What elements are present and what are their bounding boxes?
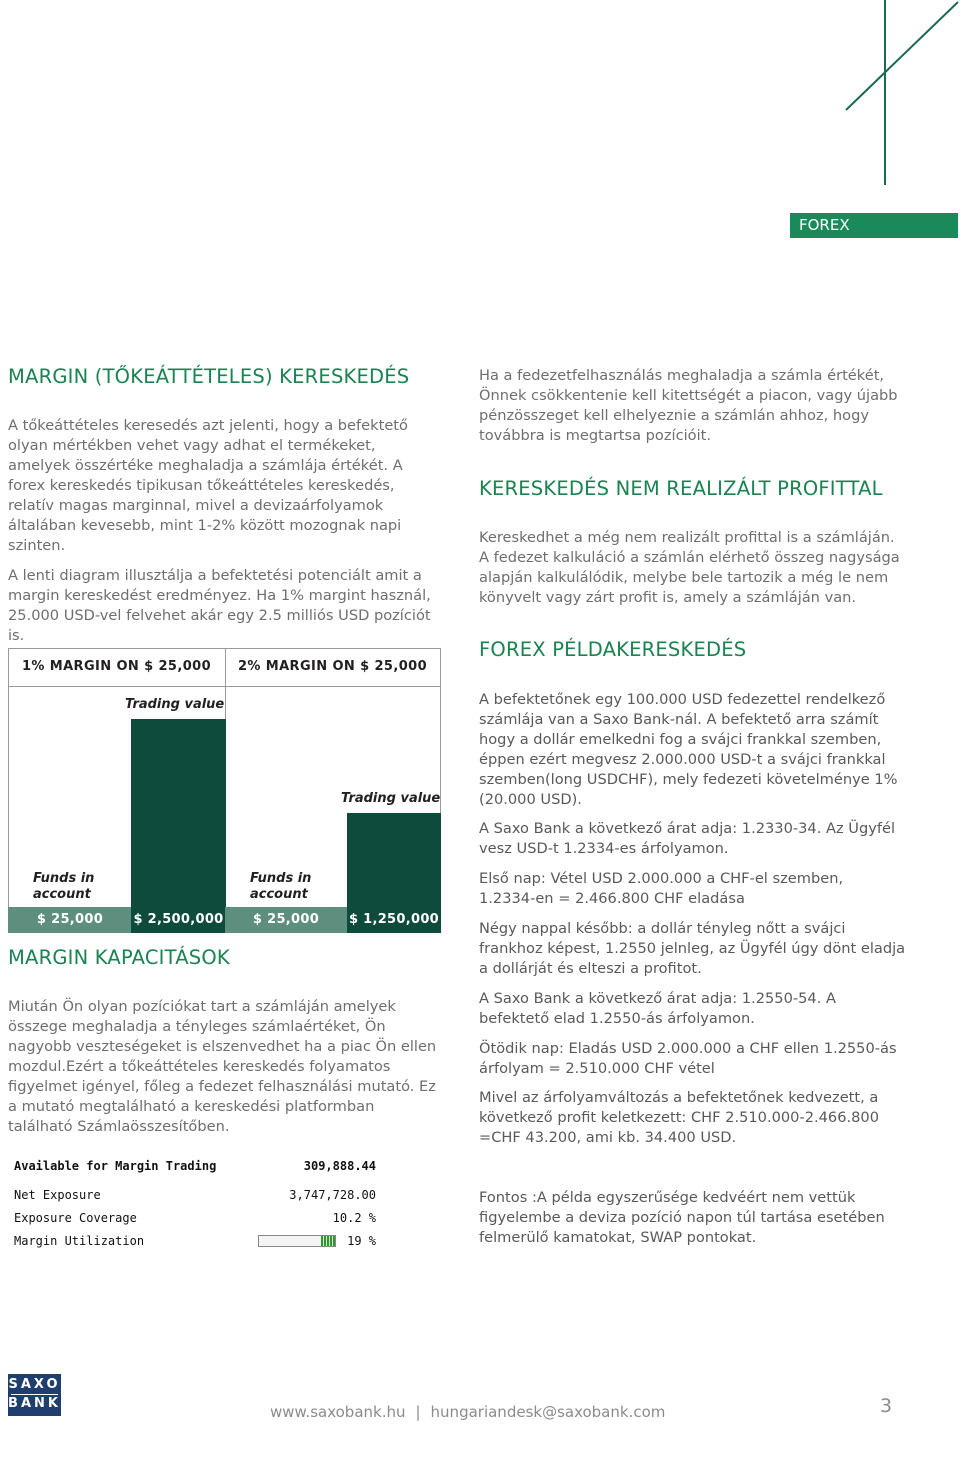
footer-separator: | [415,1403,421,1421]
paragraph-example-day5: Ötödik nap: Eladás USD 2.000.000 a CHF ellen 1.2550-ás árfolyam = 2.510.000 CHF vétel [479,1040,897,1077]
value-trading-2pct: $ 1,250,000 [347,907,441,933]
label-trading-value-1pct: Trading value [125,697,225,712]
page-number: 3 [880,1395,893,1417]
heading-margin-trading: MARGIN (TŐKEÁTTÉTELES) KERESKEDÉS [8,365,410,388]
logo-text-line1: SAXO [8,1377,61,1392]
footer-contact [270,1403,665,1421]
label-funds-line1: Funds in [250,871,312,886]
row-label: Available for Margin Trading [14,1159,217,1173]
value-funds-2pct: $ 25,000 [225,907,347,933]
row-value: 10.2 % [332,1211,376,1225]
paragraph-example-profit: Mivel az árfolyamváltozás a befektetőnek kedvezett, a következő profit keletkezett: CHF 2.510.000-2.466.800 =CHF 43.200, ami kb. 34.400 USD. [479,1089,879,1146]
label-funds-line1: Funds in [33,871,95,886]
table-row [14,1157,376,1175]
row-label: Margin Utilization [14,1234,145,1248]
website-link[interactable]: www.saxobank.hu [270,1403,406,1421]
paragraph-example-day1: Első nap: Vétel USD 2.000.000 a CHF-el szemben, 1.2334-en = 2.466.800 CHF eladása [479,870,844,907]
row-value: 309,888.44 [303,1159,376,1173]
email-link[interactable]: hungariandesk@saxobank.com [430,1403,666,1421]
paragraph-example-quote-2: A Saxo Bank a következő árat adja: 1.2550-54. A befektető elad 1.2550-ás árfolyamon. [479,990,836,1027]
margin-utilization-bar [258,1235,336,1247]
heading-unrealized-profit: KERESKEDÉS NEM REALIZÁLT PROFITTAL [479,477,883,500]
paragraph-note: Fontos :A példa egyszerűsége kedvéért nem vettük figyelembe a deviza pozíció napon túl tartása esetében felmerülő kamatokat, SWAP pontokat. [479,1189,885,1246]
row-label: Exposure Coverage [14,1211,137,1225]
value-trading-1pct: $ 2,500,000 [131,907,226,933]
row-value: 19 % [347,1234,376,1248]
label-funds-in-account-2pct [250,871,311,903]
chart-header-bottom-border [8,686,440,687]
paragraph-margin-call: Ha a fedezetfelhasználás meghaladja a számla értékét, Önnek csökkentenie kell kitettségét a piacon, vagy újabb pénzösszeget kell elhelyeznie a számlán ahhoz, hogy továbbra is megtartsa pozícióit. [479,367,898,444]
table-row [14,1186,376,1204]
margin-utilization-fill [321,1236,335,1246]
section-tag: FOREX [790,213,958,238]
table-row [14,1209,376,1227]
bar-trading-1pct [131,719,226,907]
label-funds-line2: account [250,887,308,902]
chart-header-1pct: 1% MARGIN ON $ 25,000 [21,659,212,674]
paragraph-leverage-intro: A tőkeáttételes keresedés azt jelenti, hogy a befektető olyan mértékben vehet vagy adhat el termékeket, amelyek összértéke meghaladja a számlája értékét. A forex kereskedés tipikusan tőkeáttételes kereskedés, relatív magas marginnal, mivel a devizaárfolyamok általában kevesebb, mint 1-2% között mozognak napi szinten. [8,417,408,554]
chart-header-2pct: 2% MARGIN ON $ 25,000 [237,659,428,674]
paragraph-example-quote-1: A Saxo Bank a következő árat adja: 1.2330-34. Az Ügyfél vesz USD-t 1.2334-es árfolyamon. [479,820,896,857]
value-funds-1pct: $ 25,000 [8,907,132,933]
row-value: 3,747,728.00 [289,1188,376,1202]
row-label: Net Exposure [14,1188,101,1202]
paragraph-example-setup: A befektetőnek egy 100.000 USD fedezettel rendelkező számlája van a Saxo Bank-nál. A befektető arra számít hogy a dollár emelkedni fog a svájci frankkal szemben, éppen ezért megvesz 2.000.000 USD-t a svájci frankkal szemben(long USDCHF), mely fedezeti követelménye 1% (20.000 USD). [479,691,898,808]
bar-trading-2pct [347,813,441,907]
paragraph-diagram-intro: A lenti diagram illusztálja a befektetési potenciált amit a margin kereskedést eredményez. Ha 1% margint használ, 25.000 USD-vel felvehet akár egy 2.5 milliós USD pozíciót is. [8,567,431,644]
saxo-bank-logo[interactable] [8,1374,61,1416]
logo-text-line2: BANK [8,1396,61,1411]
label-trading-value-2pct: Trading value [341,791,441,806]
label-funds-in-account-1pct [33,871,94,903]
heading-margin-capacity: MARGIN KAPACITÁSOK [8,946,230,969]
paragraph-example-day4: Négy nappal később: a dollár tényleg nőtt a svájci frankhoz képest, 1.2550 jelnleg, az Ügyfél úgy dönt eladja a dollárját és elteszi a profitot. [479,920,906,977]
decorative-diagonal-line [840,0,960,115]
paragraph-unrealized-profit: Kereskedhet a még nem realizált profittal is a számláján. A fedezet kalkuláció a számlán elérhető összeg nagysága alapján kalkulálódik, melybe bele tartozik a még le nem könyvelt vagy zárt profit is, amely a számláján van. [479,529,900,606]
table-row [14,1232,376,1250]
chart-left-border [8,648,9,933]
label-funds-line2: account [33,887,91,902]
logo-divider [11,1394,58,1395]
paragraph-margin-capacity: Miután Ön olyan pozíciókat tart a számláján amelyek összege meghaladja a tényleges számlaértéket, Ön nagyobb veszteségeket is elszenvedhet ha a piac Ön ellen mozdul.Ezért a tőkeáttételes kereskedés folyamatos figyelmet igényel, főleg a fedezet felhasználási mutató. Ez a mutató megtalálható a kereskedési platformban található Számlaösszesítőben. [8,998,437,1135]
heading-forex-example: FOREX PÉLDAKERESKEDÉS [479,638,747,661]
